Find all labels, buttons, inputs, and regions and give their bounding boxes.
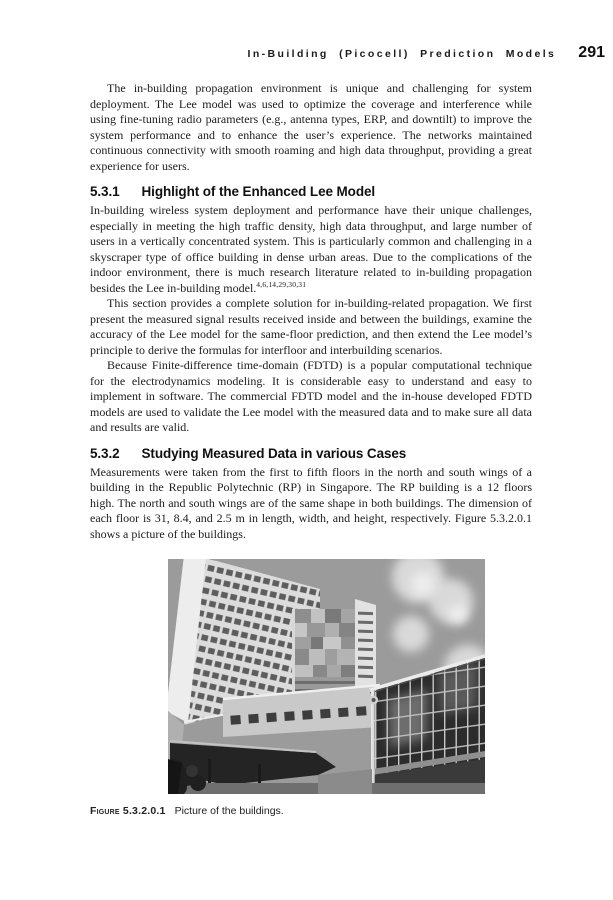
section-heading-531 (90, 184, 532, 199)
figure-image (168, 559, 485, 794)
section-heading-532 (90, 446, 532, 461)
running-head (90, 44, 605, 62)
paragraph-intro: The in-building propagation environment is unique and challenging for system deployment. The Lee model was used to optimize the coverage and interference while using fine-tuning radio parameters (e.g., antenna types, ERP, and downtilt) to improve the system performance and to enhance the user’s experience. The networks maintained continuous connectivity with smooth roaming and high data throughput, providing a great experience for users. (90, 81, 532, 173)
section-number: 5.3.2 (90, 445, 120, 461)
figure-caption (90, 805, 532, 817)
paragraph-531-a (90, 203, 532, 296)
figure-caption-text: Picture of the buildings. (174, 805, 284, 817)
running-head-title: In-Building (Picocell) Prediction Models (247, 48, 557, 60)
section-title: Highlight of the Enhanced Lee Model (141, 184, 376, 199)
figure-5-3-2-0-1 (90, 559, 532, 817)
buildings-photo-illustration (168, 559, 485, 794)
paragraph-531-c: Because Finite-difference time-domain (FDTD) is a popular computational technique for the electrodynamics modeling. It is considerable easy to understand and easy to implement in software. The commercial FDTD model and the in-house developed FDTD models are used to validate the Lee model with the measured data and to make sure all data and results are valid. (90, 358, 532, 434)
paragraph-531-a-text: In-building wireless system deployment and performance have their unique challenges, especially in meeting the high traffic density, high data throughput, and large number of users in a vertically concentrated system. This is particularly common and challenging in a skyscraper type of office building in dense urban areas. Due to the complications of the indoor environment, there is much research literature related to in-building propagation besides the Lee in-building model. (90, 203, 532, 295)
paragraph-531-b: This section provides a complete solution for in-building-related propagation. We first present the measured signal results received inside and between the buildings, examine the accuracy of the Lee model for the same-floor prediction, and then extend the Lee model’s principle to derive the formulas for interfloor and interbuilding scenarios. (90, 296, 532, 357)
paragraph-532-a: Measurements were taken from the first to fifth floors in the north and south wings of a building in the Republic Polytechnic (RP) in Singapore. The RP building is a 12 floors high. The north and south wings are of the same shape in both buildings. The dimension of each floor is 31, 8.4, and 2.5 m in length, width, and height, respectively. Figure 5.3.2.0.1 shows a picture of the buildings. (90, 464, 532, 541)
text-column (90, 81, 532, 817)
section-number: 5.3.1 (90, 184, 120, 199)
page-number: 291 (578, 44, 605, 61)
section-title: Studying Measured Data in various Cases (141, 445, 407, 461)
reference-superscript: 4,6,14,29,30,31 (256, 279, 307, 289)
figure-label: Figure 5.3.2.0.1 (90, 805, 166, 817)
